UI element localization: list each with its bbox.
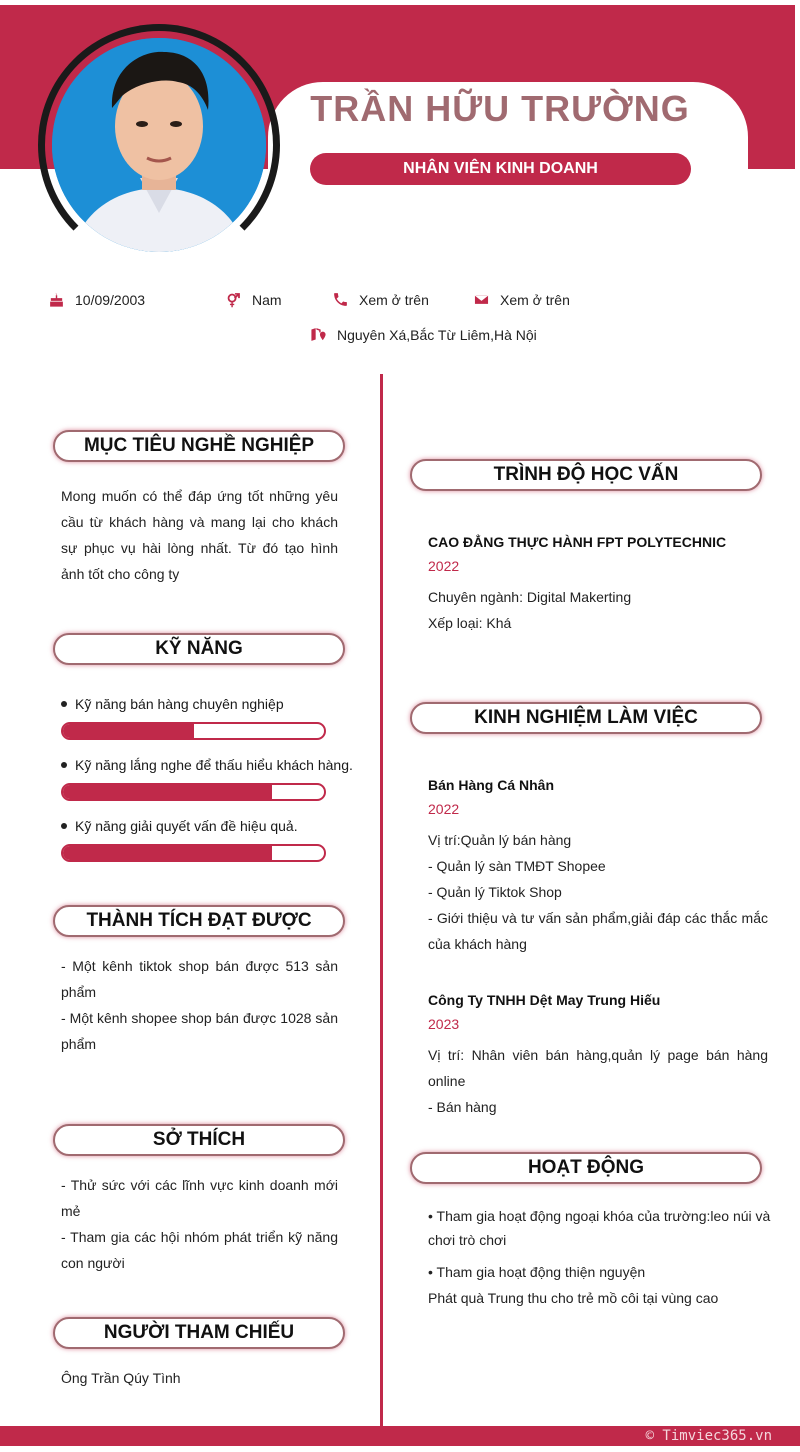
hobbies-heading: SỞ THÍCH (53, 1124, 345, 1156)
email-icon (473, 291, 490, 308)
experience-heading: KINH NGHIỆM LÀM VIỆC (410, 702, 762, 734)
skill-label: Kỹ năng giải quyết vấn đề hiệu quả. (75, 818, 298, 834)
address-value: Nguyên Xá,Bắc Từ Liêm,Hà Nội (337, 326, 537, 343)
skill-item (61, 816, 361, 862)
achievement-line: - Một kênh shopee shop bán được 1028 sản phẩm (61, 1010, 338, 1052)
skill-bar (61, 844, 326, 862)
activity-line: • Tham gia hoạt động thiện nguyện (428, 1264, 646, 1280)
hobby-line: - Tham gia các hội nhóm phát triển kỹ năng con người (61, 1229, 338, 1271)
contact-birthday (48, 291, 145, 308)
phone-icon (332, 291, 349, 308)
experience-year: 2023 (428, 1016, 460, 1032)
education-heading: TRÌNH ĐỘ HỌC VẤN (410, 459, 762, 491)
birthday-value: 10/09/2003 (75, 291, 146, 308)
skill-item (61, 694, 361, 740)
gender-value: Nam (252, 291, 282, 308)
experience-org: Bán Hàng Cá Nhân (428, 777, 555, 793)
education-year: 2022 (428, 558, 460, 574)
achievement-line: - Một kênh tiktok shop bán được 513 sản phẩm (61, 958, 338, 1000)
contact-gender (225, 291, 282, 308)
skill-bar (61, 722, 326, 740)
education-school: CAO ĐẲNG THỰC HÀNH FPT POLYTECHNIC (428, 534, 727, 550)
references-heading: NGƯỜI THAM CHIẾU (53, 1317, 345, 1349)
skill-label: Kỹ năng lắng nghe để thấu hiểu khách hàng. (75, 757, 353, 773)
gender-icon (225, 291, 242, 308)
experience-line: - Quản lý sàn TMĐT Shopee (428, 858, 606, 874)
reference-text: Ông Trần Qúy Tình (61, 1370, 181, 1386)
contact-email (473, 291, 570, 308)
experience-line: - Quản lý Tiktok Shop (428, 884, 562, 900)
map-pin-icon (310, 326, 327, 343)
contact-address (310, 326, 537, 343)
bullet-icon (61, 762, 67, 768)
skill-bar-fill (63, 724, 194, 738)
birthday-cake-icon (48, 291, 65, 308)
activity-line: Phát quà Trung thu cho trẻ mồ côi tại vùng cao (428, 1290, 719, 1306)
skill-bar (61, 783, 326, 801)
avatar (52, 38, 266, 252)
experience-line: Vị trí:Quản lý bán hàng (428, 832, 572, 848)
experience-org: Công Ty TNHH Dệt May Trung Hiếu (428, 992, 661, 1008)
skills-heading: KỸ NĂNG (53, 633, 345, 665)
experience-year: 2022 (428, 801, 460, 817)
education-grade: Xếp loại: Khá (428, 615, 512, 631)
achievements-heading: THÀNH TÍCH ĐẠT ĐƯỢC (53, 905, 345, 937)
bullet-icon (61, 823, 67, 829)
job-title: NHÂN VIÊN KINH DOANH (310, 153, 691, 185)
objective-text: Mong muốn có thể đáp ứng tốt những yêu cầu từ khách hàng và mang lại cho khách sự phục vụ hài lòng nhất. Từ đó tạo hình ảnh tốt cho công ty (61, 488, 338, 582)
contact-phone (332, 291, 429, 308)
hobby-line: - Thử sức với các lĩnh vực kinh doanh mới mẻ (61, 1177, 338, 1219)
skill-label: Kỹ năng bán hàng chuyên nghiệp (75, 696, 284, 712)
profile-photo (52, 38, 266, 252)
experience-line: - Giới thiệu và tư vấn sản phẩm,giải đáp các thắc mắc của khách hàng (428, 910, 768, 952)
phone-value: Xem ở trên (359, 291, 429, 308)
footer-watermark[interactable]: © Timviec365.vn (645, 1428, 772, 1444)
objective-heading: MỤC TIÊU NGHỀ NGHIỆP (53, 430, 345, 462)
experience-line: Vị trí: Nhân viên bán hàng,quản lý page bán hàng online (428, 1047, 768, 1089)
bullet-icon (61, 701, 67, 707)
candidate-name: TRẦN HỮU TRƯỜNG (310, 88, 690, 129)
skill-bar-fill (63, 846, 272, 860)
activities-heading: HOẠT ĐỘNG (410, 1152, 762, 1184)
activity-line: • Tham gia hoạt động ngoại khóa của trường:leo núi và chơi trò chơi (428, 1208, 771, 1248)
education-major: Chuyên ngành: Digital Makerting (428, 589, 632, 605)
experience-line: - Bán hàng (428, 1099, 497, 1115)
skill-bar-fill (63, 785, 272, 799)
column-divider (380, 374, 383, 1426)
email-value: Xem ở trên (500, 291, 570, 308)
skill-item (61, 755, 361, 801)
